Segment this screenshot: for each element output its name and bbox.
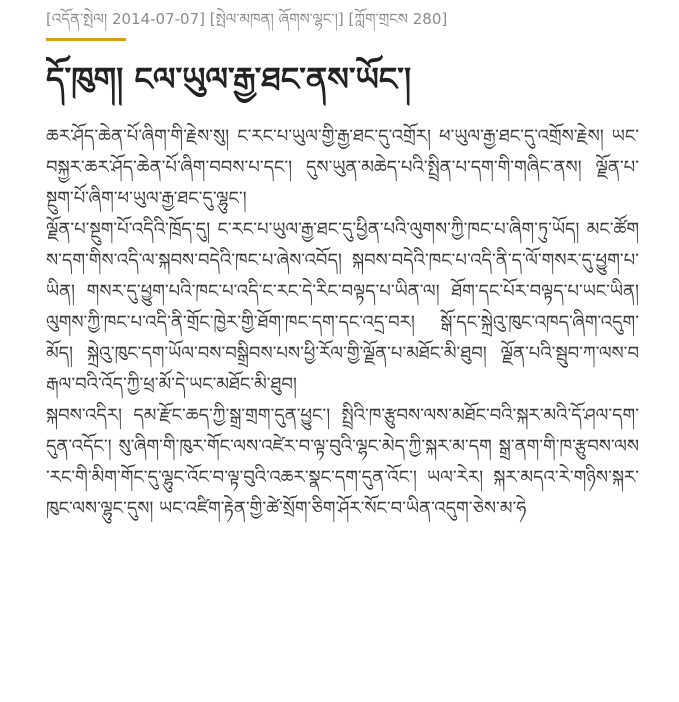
title-divider [46, 38, 126, 41]
article-paragraph-3: སྐབས་འདིར། དམ་རྫོང་ཆད་ཀྱི་སྒྲ་གྲག་དུན་ཕྱུང་། སྤྲིའི་ཁ་རྩུབས་ལས་མཐོང་བའི་སྐར་མའི་དོ་ཤལ་དག་དུན་འདོང་། སུ་ཞིག་གི་ཁུར་གོང་ལས་འཛེར་བ་ལྟ་བུའི་ལྷང་མེད་ཀྱི་སྐར་མ་དག སྒྲ་ནག་གི་ཁ་རྩུབས་ལས་རང་གི་མིག་གོང་དུ་ལྷུང་འོང་བ་ལྟ་བུའི་འཆར་སྣང་དག་དུན་འོང་། ཡལ་རེར། སྐར་མདའ་རེ་གཉིས་སྐར་ཁུང་ལས་ལྷུང་དུས། ཡང་འཛིག་རྟེན་གྱི་ཚེ་སྲོག་ཅིག་ཤོར་སོང་བ་ཡིན་འདུག་ཅེས་མ་ཧེ [46, 405, 639, 519]
article-meta: [འདོན་སྤེལ། 2014-07-07] [སྤེལ་མཁན། ཞོགས་ལྷང་།] [ཀློག་གྲངས 280] [46, 10, 448, 28]
article-paragraph-2: ལྗོན་པ་སྔུག་པོ་འདིའི་ཁྲོད་དུ། ང་རང་པ་ཡུལ་རྒྱ་ཐང་དུ་ཕྱིན་པའི་ལུགས་ཀྱི་ཁང་པ་ཞིག་ཏུ་ཡོད། མང་ཚོགས་དག་གིས་འདི་ལ་སྐབས་བདེའི་ཁང་པ་ཞེས་འབོད། སྐབས་བདེའི་ཁང་པ་འདི་ནི་ད་ལོ་གསར་དུ་ཕྱུག་པ་ཡིན། གསར་དུ་ཕྱུག་པའི་ཁང་པ་འདི་ང་རང་དེ་རིང་བལྟད་པ་ཡིན་ལ། ཐོག་དང་པོར་བལྟད་པ་ཡང་ཡིན། ལུགས་ཀྱི་ཁང་པ་འདི་ནི་གྲོང་ཁྱེར་གྱི་ཐོག་ཁང་དག་དང་འདྲ་བར། སྒོ་དང་སྐྲེའུ་ཁུང་འཁད་ཞིག་འདུག་མོད། སྐྲེའུ་ཁུང་དག་ཡོལ་བས་བསྒྲིབས་པས་ཕྱི་རོལ་གྱི་ལྗོན་པ་མཐོང་མི་ཐུབ། ལྗོན་པའི་སྦུབ་ཀ་ལས་བརྒལ་བའི་འོད་ཀྱི་ཕྲ་མོ་དེ་ཡང་མཐོང་མི་ཐུབ། [46, 219, 639, 395]
article-title: དོ་ཁུག། ངལ་ཡུལ་རྒྱ་ཐང་ནས་ཡོང་། [46, 60, 412, 98]
article-paragraph-1: ཆར་ཤོད་ཆེན་པོ་ཞིག་གི་རྗེས་སུ། ང་རང་པ་ཡུལ་གྱི་རྒྱ་ཐང་དུ་འགྲོར། ཕ་ཡུལ་རྒྱ་ཐང་དུ་འགྲོས་རྗེས། ཡང་བསྐྱར་ཆར་ཤོད་ཆེན་པོ་ཞིག་བབས་པ་དང་། དུས་ཡུན་མཆེད་པའི་སྤྲིན་པ་དག་གི་གཞིང་ནས། ལྗོན་པ་སྔུག་པོ་ཞིག་ཕ་ཡུལ་རྒྱ་ཐང་དུ་ལྷུང་། [46, 126, 639, 209]
